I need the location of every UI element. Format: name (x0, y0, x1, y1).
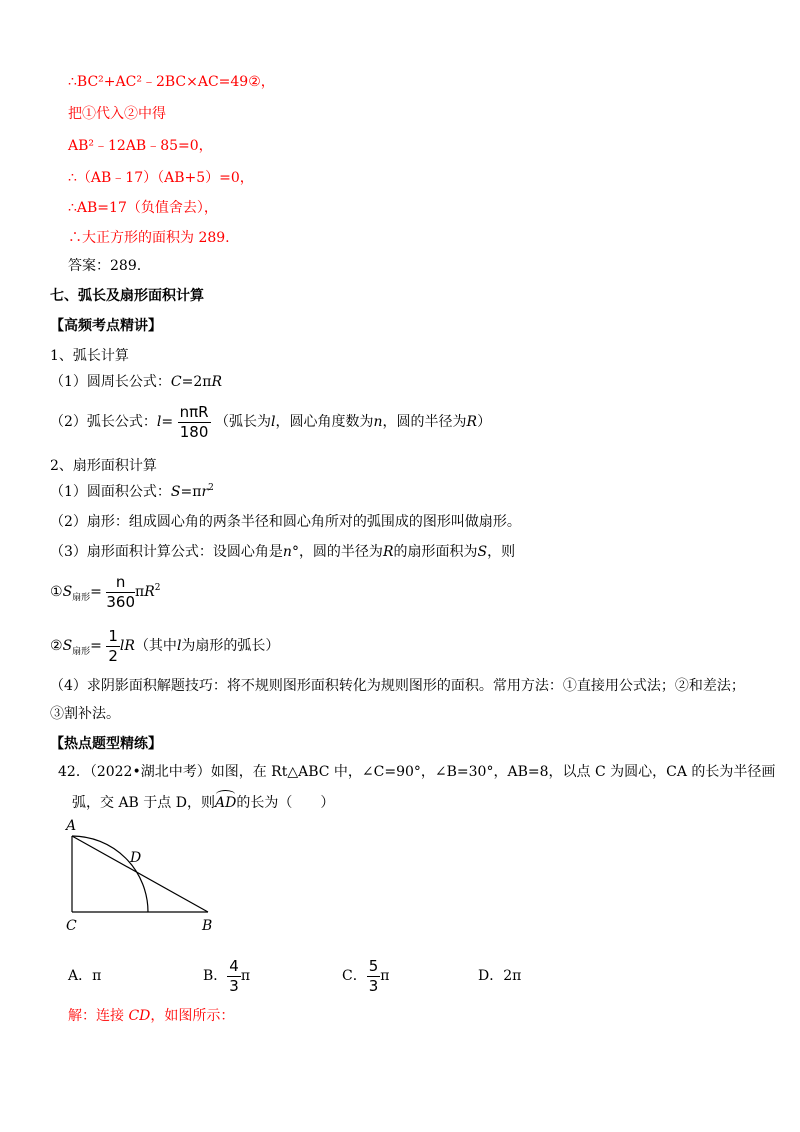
point-2-title: 2、扇形面积计算 (50, 458, 157, 474)
solution-line-3: AB²﹣12AB﹣85=0， (68, 138, 213, 154)
label-d: D (130, 850, 142, 866)
side-ab (72, 836, 208, 912)
option-b-fraction: $\frac{4}{3}$ (229, 956, 239, 995)
solution-line-2: 把①代入②中得 (68, 106, 166, 122)
answer-line: 答案：289. (68, 258, 142, 274)
option-b[interactable]: B． $\frac{4}{3}$ π (203, 956, 251, 995)
arc-from-a (72, 836, 148, 912)
shadow-area-tips-line-2: ③割补法。 (50, 706, 120, 722)
sector-fraction-1: $\frac{n}{360}$ (106, 572, 135, 611)
solution-line-1: ∴BC²+AC²﹣2BC×AC=49②， (68, 74, 275, 90)
question-42-line-1: 42．（2022•湖北中考）如图，在 Rt△ABC 中，∠C=90°，∠B=30°，AB=8，以点 C 为圆心，CA 的长为半径画 (58, 764, 776, 780)
arc-length-fraction: $\frac{\text{nπR}}{180}$ (179, 402, 209, 441)
option-d[interactable]: D．2π (478, 968, 522, 984)
sector-area-intro: （3）扇形面积计算公式：设圆心角是n°，圆的半径为R的扇形面积为S，则 (50, 544, 516, 560)
segment-cd (72, 868, 130, 912)
section-subtitle: 【高频考点精讲】 (50, 318, 162, 334)
question-42-line-2: 弧，交 AB 于点 D，则AD的长为（ ） (72, 795, 335, 811)
solution-start: 解：连接 CD，如图所示： (68, 1008, 235, 1024)
option-c-fraction: $\frac{5}{3}$ (368, 956, 379, 995)
circle-area-formula: （1）圆面积公式：$S=\pi r^2$ (50, 483, 214, 500)
sector-formula-2: $②S_{扇形}=$ $\frac{1}{2}$ lR（其中l为扇形的弧长） (50, 626, 280, 665)
sector-definition: （2）扇形：组成圆心角的两条半径和圆心角所对的弧围成的图形叫做扇形。 (50, 514, 521, 530)
triangle-figure (60, 818, 230, 936)
section-title: 七、弧长及扇形面积计算 (50, 288, 204, 304)
sector-formula-1: $①S_{扇形}=$ $\frac{n}{360}$ $\pi R^2$ (50, 572, 161, 611)
label-b: B (202, 918, 213, 934)
solution-line-6: ∴大正方形的面积为 289. (68, 230, 230, 246)
label-a: A (66, 818, 77, 834)
solution-line-5: ∴AB=17（负值舍去）， (68, 200, 218, 216)
arc-ad-symbol: AD (214, 795, 237, 811)
solution-line-4: ∴（AB﹣17）（AB+5）=0， (68, 170, 254, 186)
sector-fraction-2: $\frac{1}{2}$ (108, 626, 118, 665)
point-1-title: 1、弧长计算 (50, 348, 129, 364)
arc-length-formula: （2）弧长公式：l= $\frac{\text{nπR}}{180}$ （弧长为l，圆心角度数为n，圆的半径为R） (50, 402, 492, 441)
shadow-area-tips-line-1: （4）求阴影面积解题技巧：将不规则图形面积转化为规则图形的面积。常用方法：①直接用公式法；②和差法； (50, 678, 745, 694)
option-c[interactable]: C． $\frac{5}{3}$ π (342, 956, 390, 995)
circumference-formula: （1）圆周长公式：C=2πR (50, 374, 223, 390)
option-a[interactable]: A．π (68, 968, 102, 984)
practice-title: 【热点题型精练】 (50, 736, 162, 752)
label-c: C (66, 918, 77, 934)
